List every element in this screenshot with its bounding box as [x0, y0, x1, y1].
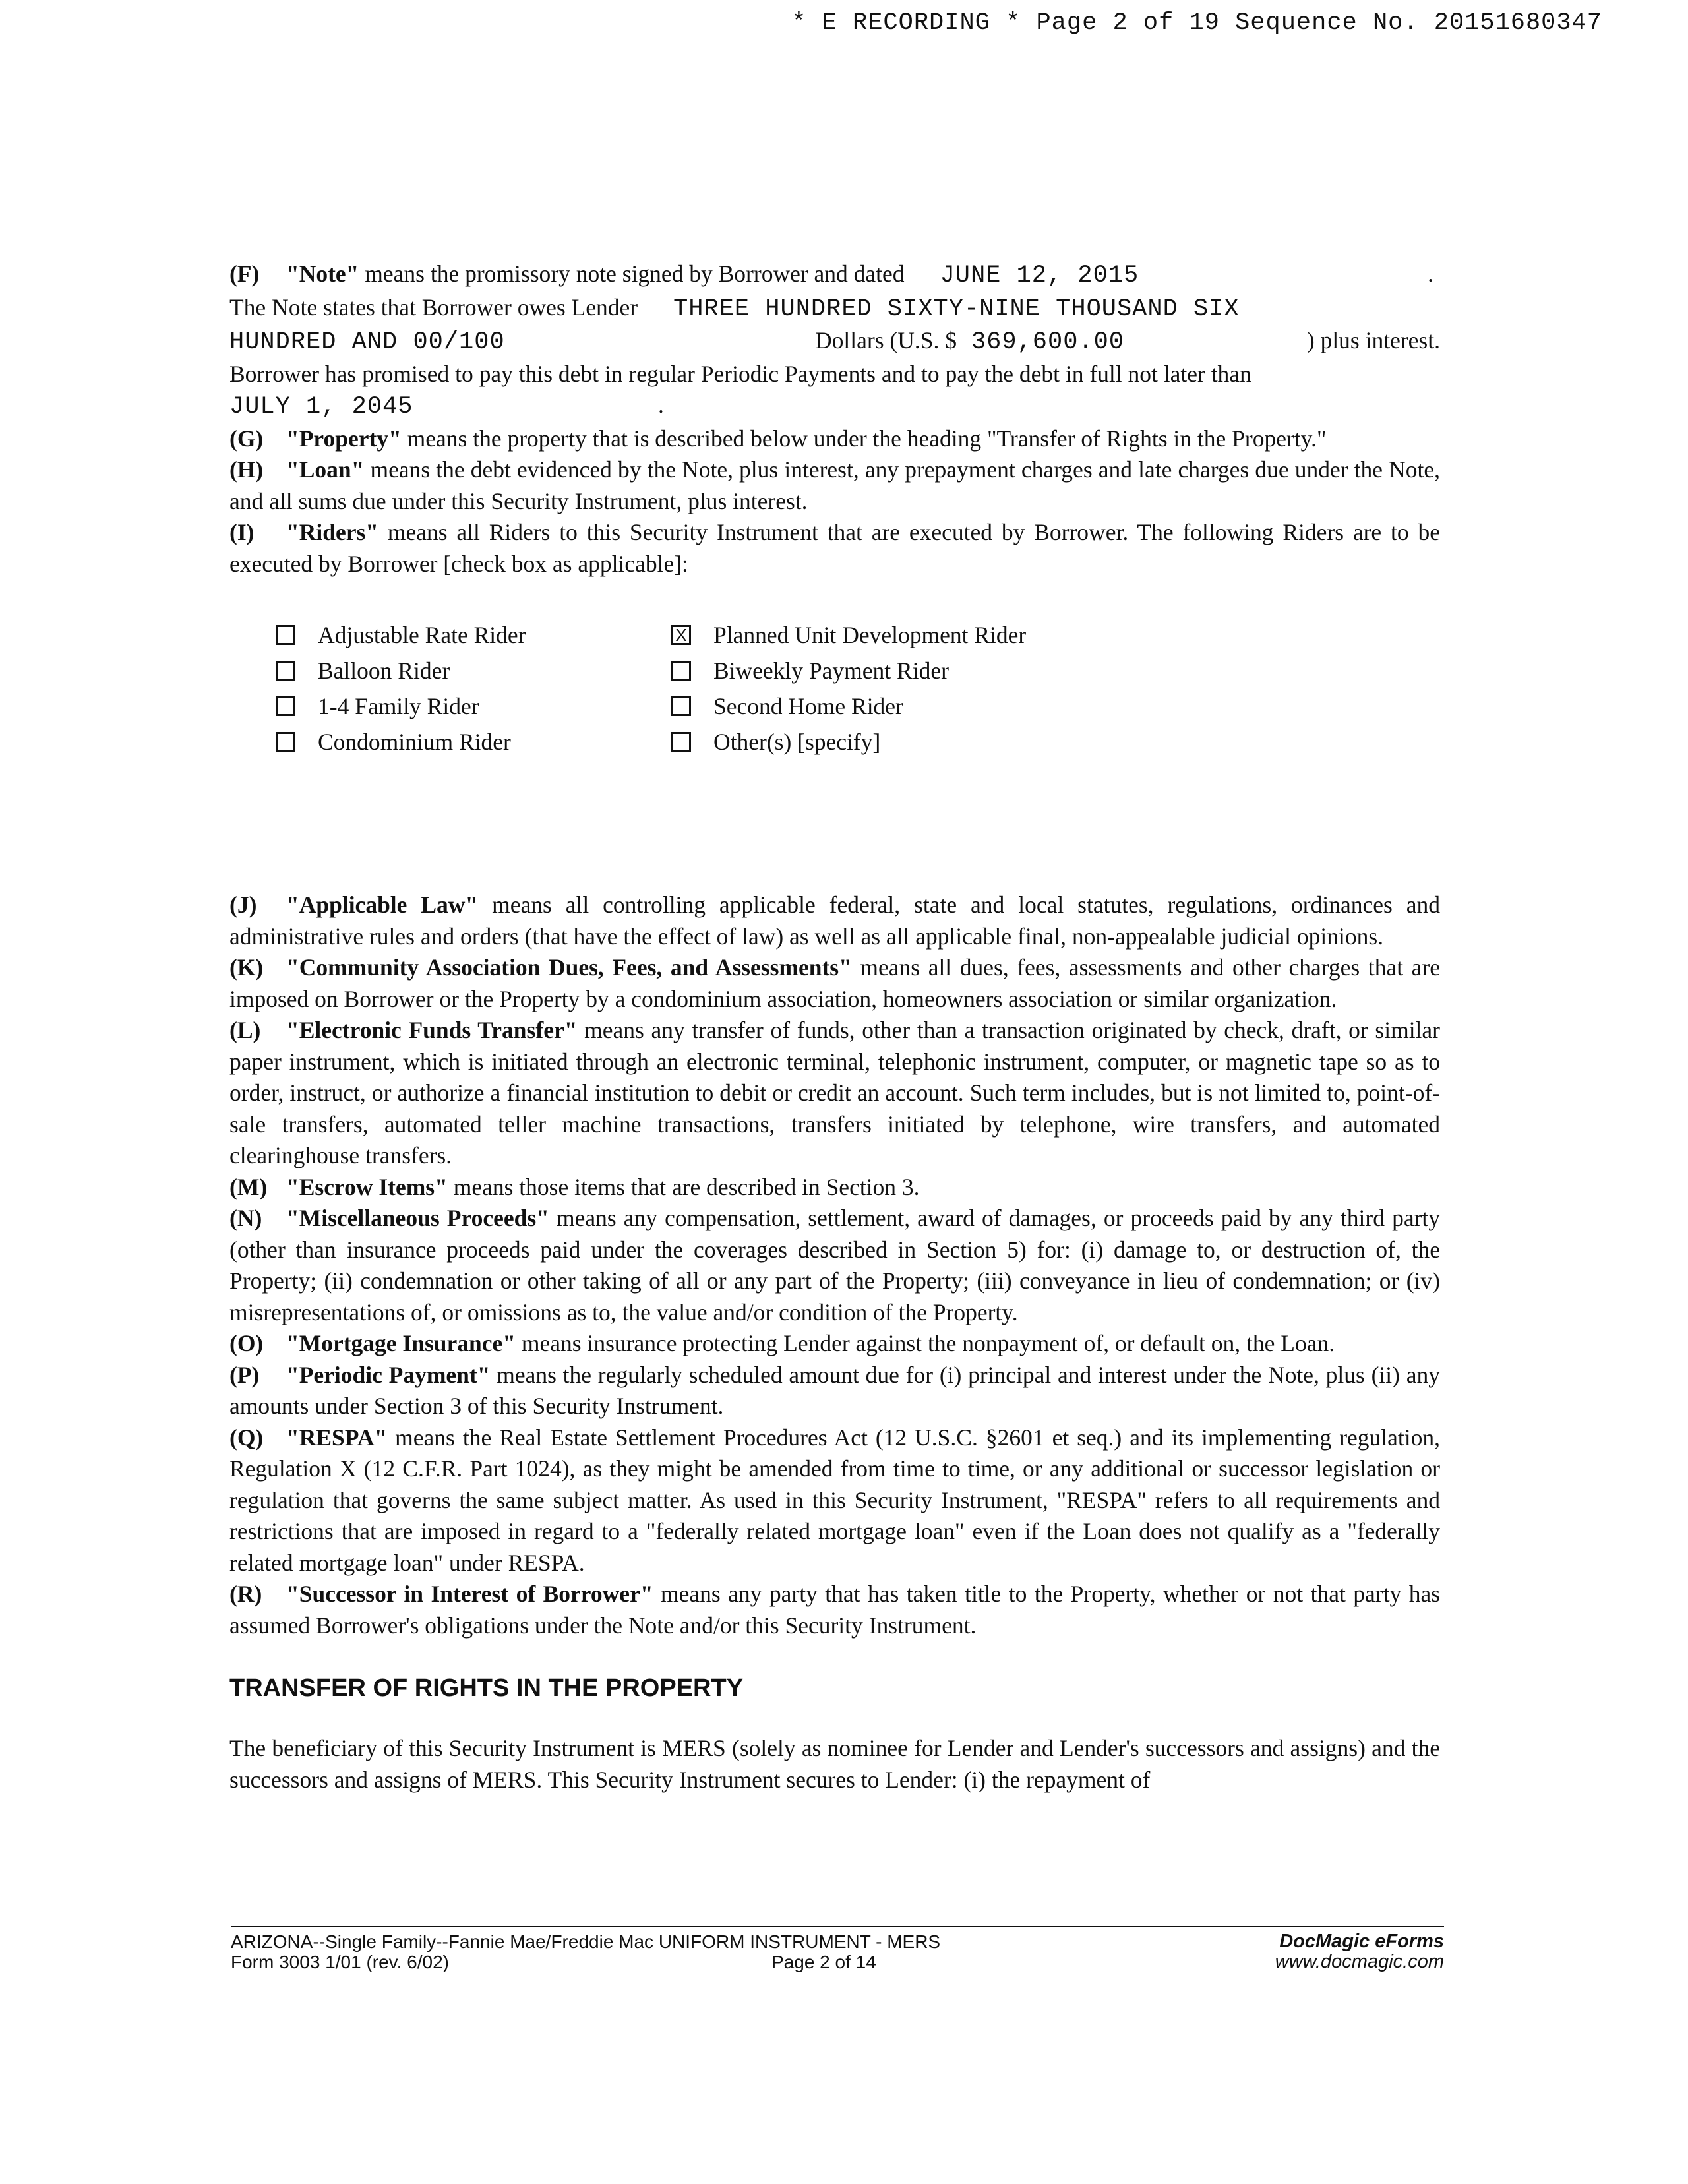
- section-title-transfer-of-rights: TRANSFER OF RIGHTS IN THE PROPERTY: [229, 1674, 744, 1702]
- definition-text: means the property that is described below under the heading "Transfer of Rights in the Property.": [407, 425, 1327, 452]
- definition-property: [229, 423, 1440, 455]
- rider-checkbox[interactable]: [671, 696, 691, 716]
- rider-second-home[interactable]: [671, 690, 1067, 722]
- note-line-2: [229, 292, 1440, 326]
- definition-term: "Electronic Funds Transfer": [286, 1017, 578, 1043]
- note-plus-interest: ) plus interest.: [1306, 327, 1440, 353]
- rider-label: 1-4 Family Rider: [318, 693, 479, 719]
- definition-periodic-payment: [229, 1360, 1440, 1422]
- note-text-3: Borrower has promised to pay this debt in regular Periodic Payments and to pay the debt in full not later than: [229, 360, 1251, 387]
- definition-mortgage-insurance: [229, 1328, 1440, 1360]
- footer-form-number: Form 3003 1/01 (rev. 6/02): [231, 1952, 449, 1972]
- definition-text: means the Real Estate Settlement Procedures Act (12 U.S.C. §2601 et seq.) and its implementing regulation, Regulation X (12 C.F.R. Part 1024), as they might be amended from time to time, or any additional or successor legislation or regulation that governs the same subject matter. As used in this Security Instrument, "RESPA" refers to all requirements and restrictions that are imposed in regard to a "federally related mortgage loan" even if the Loan does not qualify as a "federally related mortgage loan" under RESPA.: [229, 1424, 1440, 1576]
- rider-label: Planned Unit Development Rider: [713, 622, 1027, 648]
- definition-term: "Applicable Law": [286, 892, 479, 918]
- definition-label: (Q): [229, 1424, 264, 1451]
- definition-term: "Successor in Interest of Borrower": [286, 1581, 653, 1607]
- transfer-of-rights-text: The beneficiary of this Security Instrument is MERS (solely as nominee for Lender and Lender's successors and assigns) and the successors and assigns of MERS. This Security Instrument secures to Lender: (i) the repayment of: [229, 1735, 1440, 1793]
- definition-label: (I): [229, 519, 255, 545]
- definition-electronic-funds-transfer: [229, 1015, 1440, 1172]
- rider-label: Other(s) [specify]: [713, 729, 881, 755]
- definition-text: means all controlling applicable federal, state and local statutes, regulations, ordinances and administrative rules and orders (that have the effect of law) as well as all applicable final, non-appealable judicial opinions.: [229, 892, 1441, 950]
- recording-header: * E RECORDING * Page 2 of 19 Sequence No. 20151680347: [791, 9, 1602, 37]
- rider-other[interactable]: [671, 726, 1067, 758]
- definition-text: means any transfer of funds, other than a transaction originated by check, draft, or similar paper instrument, which is initiated through an electronic terminal, telephonic instrument, computer, or magnetic tape so as to order, instruct, or authorize a financial institution to debit or credit an account. Such term includes, but is not limited to, point-of-sale transfers, automated teller machine transactions, transfers initiated by telephone, wire transfers, and automated clearinghouse transfers.: [229, 1017, 1440, 1168]
- rider-checkbox[interactable]: [276, 696, 295, 716]
- definition-respa: [229, 1422, 1440, 1579]
- note-dollars-text: Dollars (U.S. $: [815, 327, 957, 353]
- definition-applicable-law: [229, 890, 1440, 952]
- note-date: JUNE 12, 2015: [940, 262, 1139, 289]
- rider-label: Condominium Rider: [318, 729, 511, 755]
- rider-planned-unit-development[interactable]: [671, 619, 1067, 651]
- rider-biweekly-payment[interactable]: [671, 655, 1067, 686]
- definition-text: means all Riders to this Security Instrument that are executed by Borrower. The following Riders are to be executed by Borrower [check box as applicable]:: [229, 519, 1441, 577]
- definition-label: (L): [229, 1017, 261, 1043]
- definition-loan: [229, 454, 1440, 517]
- definition-term: "RESPA": [286, 1424, 388, 1451]
- definition-miscellaneous-proceeds: [229, 1203, 1440, 1328]
- rider-checkbox[interactable]: [276, 661, 295, 681]
- note-amount: 369,600.00: [971, 328, 1125, 356]
- definition-riders: [229, 517, 1440, 580]
- definition-label: (G): [229, 425, 264, 452]
- definition-text: means any party that has taken title to the Property, whether or not that party has assumed Borrower's obligations under the Note and/or this Security Instrument.: [229, 1581, 1441, 1639]
- definition-escrow-items: [229, 1172, 1440, 1203]
- docmagic-logo: DocMagic eForms: [1279, 1931, 1444, 1952]
- definition-term: "Periodic Payment": [286, 1361, 491, 1388]
- rider-condominium[interactable]: [276, 726, 671, 758]
- definition-label: (F): [229, 260, 260, 287]
- note-line-3: [229, 325, 1440, 359]
- riders-checklist: [276, 619, 1440, 758]
- footer-form-title: ARIZONA--Single Family--Fannie Mae/Freddie Mac UNIFORM INSTRUMENT - MERS: [231, 1931, 941, 1952]
- definition-term: "Riders": [286, 519, 378, 545]
- definition-term: "Mortgage Insurance": [286, 1330, 516, 1356]
- definition-term: "Note": [286, 260, 359, 287]
- definition-community-association-dues: [229, 952, 1440, 1015]
- definition-successor-in-interest: [229, 1579, 1440, 1641]
- definition-label: (O): [229, 1330, 264, 1356]
- rider-checkbox[interactable]: [671, 732, 691, 752]
- rider-1-4-family[interactable]: [276, 690, 671, 722]
- definition-term: "Community Association Dues, Fees, and Assessments": [286, 954, 852, 981]
- note-amount-words-1: THREE HUNDRED SIXTY-NINE THOUSAND SIX: [673, 295, 1240, 323]
- note-text-1: means the promissory note signed by Borrower and dated: [365, 260, 905, 287]
- definition-label: (K): [229, 954, 264, 981]
- rider-label: Biweekly Payment Rider: [713, 657, 949, 684]
- rider-checkbox[interactable]: X: [671, 625, 691, 645]
- rider-label: Balloon Rider: [318, 657, 450, 684]
- note-text-2: The Note states that Borrower owes Lender: [229, 293, 638, 320]
- definition-label: (N): [229, 1205, 262, 1231]
- definition-term: "Miscellaneous Proceeds": [286, 1205, 549, 1231]
- definition-text: means any compensation, settlement, award of damages, or proceeds paid by any third party (other than insurance proceeds paid under the coverages described in Section 5) for: (i) damage to, or destruction of, the Property; (ii) condemnation or other taking of all or any part of the Property; (iii) conveyance in lieu of condemnation; or (iv) misrepresentations of, or omissions as to, the value and/or condition of the Property.: [229, 1205, 1441, 1325]
- definition-term: "Escrow Items": [286, 1173, 448, 1200]
- rider-checkbox[interactable]: [276, 625, 295, 645]
- definition-text: means those items that are described in Section 3.: [453, 1173, 920, 1200]
- rider-label: Adjustable Rate Rider: [318, 622, 526, 648]
- rider-checkbox[interactable]: [671, 661, 691, 681]
- note-line-5: JULY 1, 2045 .: [229, 390, 1440, 423]
- definition-label: (R): [229, 1581, 262, 1607]
- definition-term: "Property": [286, 425, 402, 452]
- definition-note: [229, 258, 1440, 423]
- note-line-1: (F) "Note" means the promissory note signed by Borrower and dated JUNE 12, 2015 .: [229, 258, 1440, 292]
- definition-text: means all dues, fees, assessments and other charges that are imposed on Borrower or the Property by a condominium association, homeowners association or similar organization.: [229, 954, 1440, 1012]
- rider-balloon[interactable]: [276, 655, 671, 686]
- definitions-list: [229, 890, 1440, 1641]
- page-footer: [231, 1926, 1444, 1972]
- definition-text: means the debt evidenced by the Note, plus interest, any prepayment charges and late charges due under the Note, and all sums due under this Security Instrument, plus interest.: [229, 456, 1441, 514]
- document-body: [229, 258, 1440, 1796]
- rider-checkbox[interactable]: [276, 732, 295, 752]
- definition-label: (J): [229, 892, 257, 918]
- definition-label: (P): [229, 1361, 260, 1388]
- definition-term: "Loan": [286, 456, 365, 483]
- definition-label: (M): [229, 1173, 268, 1200]
- definition-text: means the regularly scheduled amount due for (i) principal and interest under the Note, plus (ii) any amounts under Section 3 of this Security Instrument.: [229, 1361, 1440, 1419]
- note-maturity-date: JULY 1, 2045: [229, 393, 413, 421]
- footer-website-link[interactable]: www.docmagic.com: [1275, 1951, 1444, 1972]
- rider-adjustable-rate[interactable]: [276, 619, 671, 651]
- note-amount-words-2: HUNDRED AND 00/100: [229, 328, 505, 356]
- definition-text: means insurance protecting Lender against the nonpayment of, or default on, the Loan.: [521, 1330, 1335, 1356]
- definition-label: (H): [229, 456, 264, 483]
- rider-label: Second Home Rider: [713, 693, 903, 719]
- footer-page-number: Page 2 of 14: [771, 1952, 876, 1972]
